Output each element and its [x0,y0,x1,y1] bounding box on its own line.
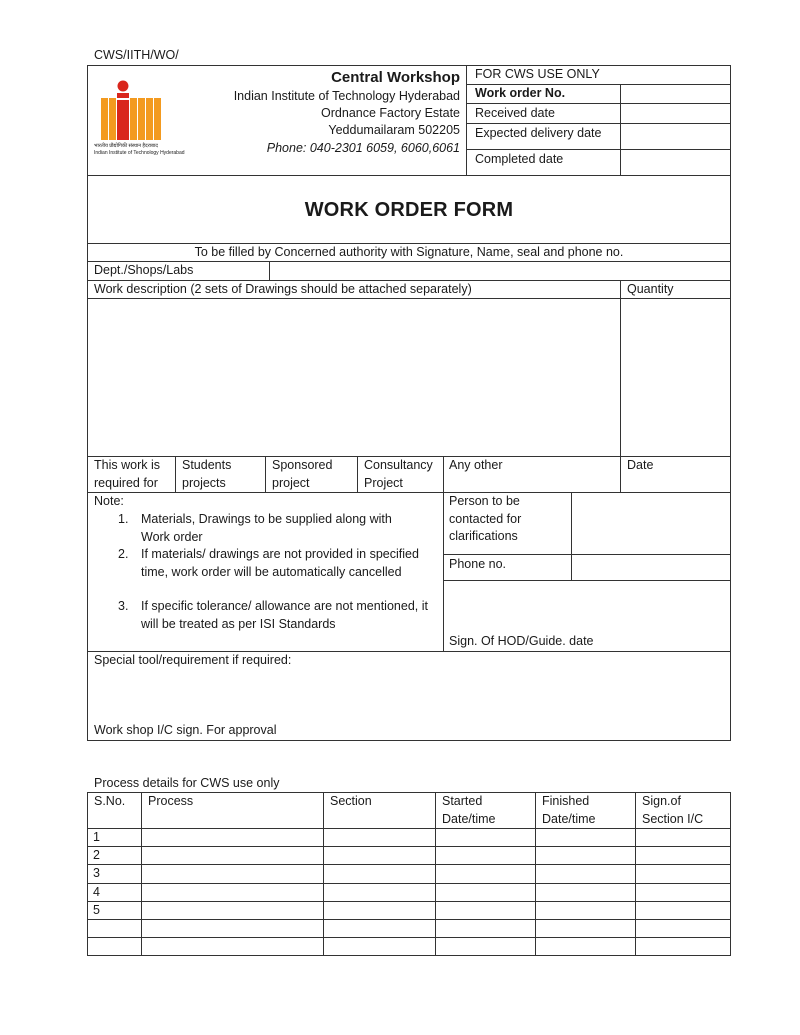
quantity-field[interactable] [621,299,730,456]
instruction-text: To be filled by Concerned authority with Signature, Name, seal and phone no. [194,245,624,259]
work-description-label: Work description (2 sets of Drawings should be attached separately) [94,282,472,296]
sponsored-project-option[interactable]: Sponsored project [272,458,333,490]
note-item-2: If materials/ drawings are not provided in specified time, work order will be automatically cancelled [141,547,419,579]
hod-sign-label: Sign. Of HOD/Guide. date [449,634,594,648]
students-projects-option[interactable]: Students projects [182,458,232,490]
table-row-number: 2 [93,848,100,862]
required-for-label: This work is required for [94,458,160,490]
note-item-1: Materials, Drawings to be supplied along with Work order [141,512,392,544]
approval-label: Work shop I/C sign. For approval [94,723,277,737]
phone-no-field[interactable] [572,555,730,579]
cws-use-heading: FOR CWS USE ONLY [475,67,600,81]
quantity-label: Quantity [627,282,674,296]
column-header-process: Process [148,794,194,808]
table-row-number: 5 [93,903,100,917]
address-line-2: Yeddumailaram 502205 [328,123,460,137]
received-date-field[interactable] [621,104,730,122]
work-order-no-field[interactable] [621,85,730,103]
phone-no-label: Phone no. [449,557,506,571]
process-heading: Process details for CWS use only [94,776,280,790]
reference-code: CWS/IITH/WO/ [94,48,179,62]
work-order-no-label: Work order No. [475,86,566,100]
note-heading: Note: [94,494,124,508]
dept-label: Dept./Shops/Labs [94,263,194,277]
org-name: Central Workshop [331,69,460,86]
note-number-1: 1. [118,512,129,526]
note-item-3: If specific tolerance/ allowance are not mentioned, it will be treated as per ISI Standards [141,599,428,631]
special-tool-label: Special tool/requirement if required: [94,653,292,667]
received-date-label: Received date [475,106,555,120]
expected-delivery-label: Expected delivery date [475,126,602,140]
contact-person-label: Person to be contacted for clarifications [449,494,522,543]
work-description-field[interactable] [88,299,619,456]
column-header-finished: Finished Date/time [542,794,596,826]
column-header-sno: S.No. [94,794,126,808]
address-line-1: Ordnance Factory Estate [321,106,460,120]
column-header-section: Section [330,794,372,808]
date-label: Date [627,458,654,472]
special-tool-field[interactable] [88,670,730,720]
table-row-number: 4 [93,885,100,899]
table-row-number: 1 [93,830,100,844]
column-header-sign: Sign.of Section I/C [642,794,704,826]
column-header-started: Started Date/time [442,794,496,826]
any-other-option[interactable]: Any other [449,458,503,472]
table-row-number: 3 [93,866,100,880]
phone-numbers: Phone: 040-2301 6059, 6060,6061 [266,141,460,155]
form-title: WORK ORDER FORM [304,199,514,221]
contact-person-field[interactable] [572,493,730,554]
completed-date-field[interactable] [621,150,730,174]
logo-caption-hindi: भारतीय प्रौद्योगिकी संस्थान हैदराबाद [94,143,158,149]
logo-caption-english: Indian Institute of Technology Hyderabad [94,150,185,156]
consultancy-project-option[interactable]: Consultancy Project [364,458,433,490]
expected-delivery-field[interactable] [621,124,730,148]
institute-name: Indian Institute of Technology Hyderabad [233,89,460,103]
dept-field[interactable] [270,262,730,279]
note-number-2: 2. [118,547,129,561]
hod-signature-area[interactable] [444,581,730,631]
completed-date-label: Completed date [475,152,564,166]
note-number-3: 3. [118,599,129,613]
